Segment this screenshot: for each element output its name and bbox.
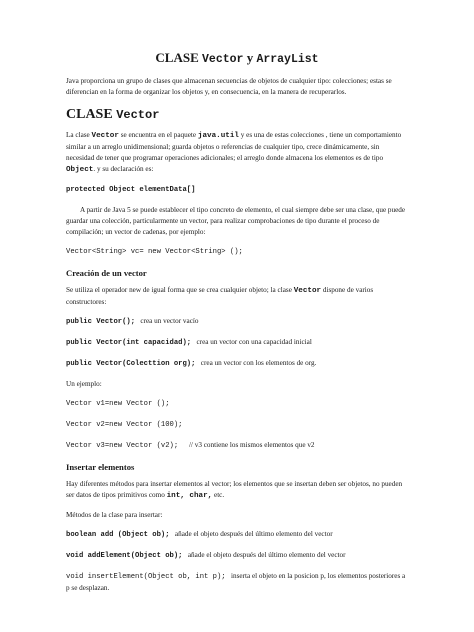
section-prefix: CLASE <box>66 107 113 122</box>
metodos-label: Métodos de la clase para insertar: <box>66 511 163 519</box>
inline-code: Object <box>66 166 94 174</box>
code-declaration <box>66 184 408 196</box>
title-code-arraylist: ArrayList <box>256 53 319 66</box>
code-comment: // v3 contiene los mismos elementos que v2 <box>188 441 315 449</box>
text-run: etc. <box>212 491 225 499</box>
section-heading-creacion: Creación de un vector <box>66 268 147 278</box>
code-text: Vector v1=new Vector (); <box>66 400 170 408</box>
text-run: La clase <box>66 131 92 139</box>
text-run: se encuentra en el paquete <box>118 131 198 139</box>
text-run: Hay diferentes métodos para insertar elementos al vector; los elementos que se insertan deben ser objetos, no pueden ser datos de tipos primitivos como <box>66 480 403 499</box>
inline-code: Vector <box>293 287 322 295</box>
un-ejemplo-label: Un ejemplo: <box>66 380 102 388</box>
code-text: boolean add (Object ob); <box>66 531 170 539</box>
constructor-line <box>66 316 408 328</box>
code-text: Vector v3=new Vector (v2); <box>66 442 179 450</box>
inline-code: Vector <box>91 132 119 140</box>
method-description: inserta el objeto en la posicion p, los elementos posteriores a p se desplazan. <box>66 572 406 592</box>
document-title <box>66 50 408 68</box>
constructor-line <box>66 358 408 370</box>
inline-code: int, char, <box>166 492 213 500</box>
text-run: dispone de varios constructores: <box>66 286 374 306</box>
method-description: añade el objeto después del último elemento del vector <box>187 551 346 559</box>
example-line <box>66 398 408 410</box>
code-text: public Vector(Colecttion org); <box>66 360 196 368</box>
intro-paragraph: Java proporciona un grupo de clases que almacenan secuencias de objetos de cualquier tipo: colecciones; estas se diferencian en la forma de organizar los objetos y, en consecuencia, en la manera de recuperarlos. <box>66 77 392 96</box>
example-line <box>66 440 408 452</box>
creacion-paragraph <box>66 285 408 308</box>
text-run: Se utiliza el operador new de igual forma que se crea cualquier objeto; la clase <box>66 286 294 294</box>
code-example-generic <box>66 246 408 258</box>
code-text: Vector<String> vc= new Vector<String> (); <box>66 248 243 256</box>
code-text: public Vector(); <box>66 318 136 326</box>
method-line <box>66 550 408 562</box>
vector-description-paragraph <box>66 130 408 176</box>
method-line <box>66 529 408 541</box>
code-text: public Vector(int capacidad); <box>66 339 192 347</box>
title-prefix: CLASE <box>155 50 199 65</box>
constructor-description: crea un vector vacío <box>140 317 199 325</box>
code-text: void insertElement(Object ob, int p); <box>66 573 226 581</box>
title-conjunction: y <box>246 50 254 65</box>
java5-paragraph: A partir de Java 5 se puede establecer el tipo concreto de elemento, el cual siempre debe ser una clase, que puede guardar una colección, particularmente un vector, para realizar comprobaciones de tipo durante el proceso de compilación; un vector de cadenas, por ejemplo: <box>66 206 406 236</box>
constructor-line <box>66 337 408 349</box>
example-line <box>66 419 408 431</box>
section-heading-vector <box>66 106 408 124</box>
text-run: . y su declaración es: <box>93 165 154 173</box>
code-text: Vector v2=new Vector (100); <box>66 421 183 429</box>
constructor-description: crea un vector con una capacidad inicial <box>196 338 312 346</box>
text-run: y es una de estas colecciones , tiene un comportamiento similar a un arreglo unidimensional; guarda objetos o referencias de cualquier tipo, crece dinámicamente, sin necesidad de tener que programar operaciones adicionales; el arreglo donde almacena los elementos es de tipo <box>66 131 402 162</box>
code-text: protected Object elementData[] <box>66 186 196 194</box>
code-text: void addElement(Object ob); <box>66 552 183 560</box>
section-heading-insertar: Insertar elementos <box>66 462 135 472</box>
method-description: añade el objeto después del último elemento del vector <box>174 530 333 538</box>
section-code: Vector <box>116 108 160 122</box>
insertar-paragraph <box>66 479 408 502</box>
constructor-description: crea un vector con los elementos de org. <box>200 359 317 367</box>
inline-code: java.util <box>197 132 239 140</box>
method-line <box>66 571 408 594</box>
title-code-vector: Vector <box>202 53 244 66</box>
